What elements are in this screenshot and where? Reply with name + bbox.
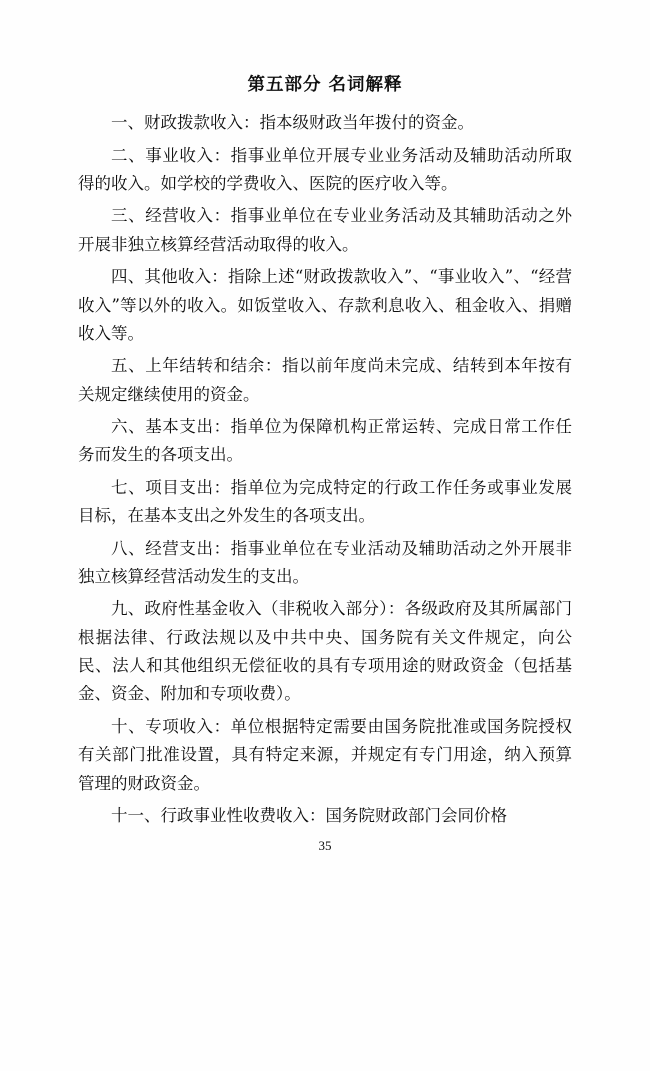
paragraph-9: 九、政府性基金收入（非税收入部分）：各级政府及其所属部门根据法律、行政法规以及中共中央、国务院有关文件规定，向公民、法人和其他组织无偿征收的具有专项用途的财政资金（包括基金、资金、附加和专项收费）。	[78, 599, 572, 704]
paragraph-6: 六、基本支出：指单位为保障机构正常运转、完成日常工作任务而发生的各项支出。	[78, 417, 572, 465]
paragraph-8: 八、经营支出：指事业单位在专业活动及辅助活动之外开展非独立核算经营活动发生的支出。	[78, 538, 572, 586]
document-body	[78, 72, 572, 834]
paragraph-3: 三、经营收入：指事业单位在专业业务活动及其辅助活动之外开展非独立核算经营活动取得的收入。	[78, 206, 572, 254]
page-title: 第五部分 名词解释	[247, 75, 403, 95]
paragraph-1: 一、财政拨款收入：指本级财政当年拨付的资金。	[111, 113, 474, 133]
paragraph-4: 四、其他收入：指除上述“财政拨款收入”、“事业收入”、“经营收入”等以外的收入。如饭堂收入、存款利息收入、租金收入、捐赠收入等。	[78, 267, 572, 343]
paragraph-11: 十一、行政事业性收费收入：国务院财政部门会同价格	[111, 805, 507, 825]
paragraph-10: 十、专项收入：单位根据特定需要由国务院批准或国务院授权有关部门批准设置，具有特定来源，并规定有专门用途，纳入预算管理的财政资金。	[78, 716, 572, 793]
paragraph-5: 五、上年结转和结余：指以前年度尚未完成、结转到本年按有关规定继续使用的资金。	[78, 356, 572, 404]
page-number: 35	[318, 838, 332, 853]
paragraph-7: 七、项目支出：指单位为完成特定的行政工作任务或事业发展目标，在基本支出之外发生的各项支出。	[78, 477, 572, 526]
paragraph-2: 二、事业收入：指事业单位开展专业业务活动及辅助活动所取得的收入。如学校的学费收入、医院的医疗收入等。	[78, 145, 572, 193]
